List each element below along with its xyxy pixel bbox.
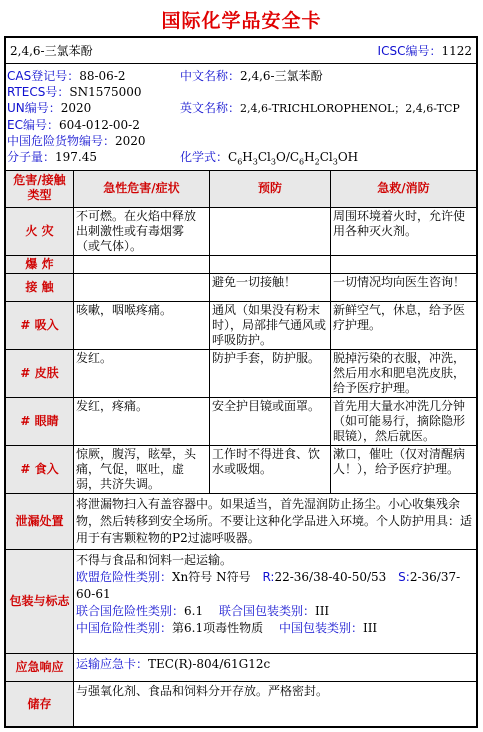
explosion-firstaid: [331, 256, 476, 273]
un-number: UN编号：2020: [7, 101, 92, 115]
eyes-prevention: 安全护目镜或面罩。: [210, 398, 331, 445]
fire-firstaid: 周围环境着火时，允许使用各种灭火剂。: [333, 209, 466, 238]
table-row-ingest: [6, 446, 476, 494]
table-row-contact: [6, 274, 476, 302]
col-firstaid: 急救/消防: [331, 171, 476, 207]
un-class-line: 联合国危险性类别：6.1 联合国包装类别：III: [76, 604, 330, 618]
row-label-spill: 泄漏处置: [6, 494, 74, 549]
cn-class-line: 中国危险性类别：第6.1项毒性物质 中国包装类别：III: [76, 621, 378, 635]
explosion-prevention: [210, 256, 331, 273]
chemical-name: 2,4,6-三氯苯酚: [10, 44, 93, 58]
row-label-packaging: 包装与标志: [6, 550, 74, 653]
ingest-firstaid: 漱口，催吐（仅对清醒病人！），给予医疗护理。: [333, 447, 466, 476]
row-label-contact: 接 触: [6, 274, 74, 301]
molecular-weight: 分子量：197.45: [7, 150, 98, 164]
table-row-storage: [6, 682, 476, 726]
contact-prevention: 避免一切接触！: [210, 274, 331, 301]
emergency-content: 运输应急卡：TEC(R)-804/61G12c: [76, 657, 271, 671]
packaging-content: [74, 550, 476, 653]
inhale-acute: 咳嗽，咽喉疼痛。: [74, 302, 210, 349]
ingest-prevention: 工作时不得进食、饮水或吸烟。: [210, 446, 331, 493]
column-header-row: [6, 171, 476, 208]
english-name: 英文名称：2,4,6-TRICHLOROPHENOL；2,4,6-TCP: [180, 101, 460, 115]
spill-text: 将泄漏物扫入有盖容器中。如果适当，首先湿润防止扬尘。小心收集残余物，然后转移到安全场所。不要让这种化学品进入环境。个人防护用具：适用于有害颗粒物的P2过滤呼吸器。: [76, 497, 473, 545]
inhale-prevention: 通风（如果没有粉末时），局部排气通风或呼吸防护。: [210, 302, 331, 349]
packaging-line1: 不得与食品和饲料一起运输。: [76, 553, 233, 567]
table-row-emergency: [6, 654, 476, 682]
row-label-eyes: # 眼睛: [6, 398, 74, 445]
chemical-formula: 化学式：$C_6H_3Cl_3O/C_6H_2Cl_3OH$: [180, 150, 359, 167]
icsc-number: ICSC编号：1122: [377, 44, 472, 58]
table-row-packaging: [6, 550, 476, 654]
header-row: [6, 38, 476, 64]
table-row-eyes: [6, 398, 476, 446]
table-row-explosion: [6, 256, 476, 274]
table-row-skin: [6, 350, 476, 398]
contact-acute: [74, 274, 210, 301]
eyes-firstaid: 首先用大量水冲洗几分钟（如可能易行，摘除隐形眼镜），然后就医。: [333, 399, 466, 443]
row-label-ingest: # 食入: [6, 446, 74, 493]
fire-acute: 不可燃。在火焰中释放出刺激性或有毒烟雾（或气体）。: [74, 208, 210, 255]
table-row-spill: [6, 494, 476, 550]
identity-block: [6, 64, 476, 171]
contact-firstaid: 一切情况均向医生咨询！: [333, 275, 466, 289]
row-label-fire: 火 灾: [6, 208, 74, 255]
row-label-storage: 储存: [6, 682, 74, 726]
ingest-acute: 惊厥，腹泻，眩晕，头痛，气促，呕吐，虚弱，共济失调。: [74, 446, 210, 493]
storage-text: 与强氧化剂、食品和饲料分开存放。严格密封。: [76, 684, 329, 698]
row-label-emergency: 应急响应: [6, 654, 74, 681]
row-label-inhale: # 吸入: [6, 302, 74, 349]
col-prevention: 预防: [210, 171, 331, 207]
card-title: 国际化学品安全卡: [161, 10, 322, 32]
table-row-inhale: [6, 302, 476, 350]
row-label-skin: # 皮肤: [6, 350, 74, 397]
col-type: 危害/接触类型: [6, 171, 74, 207]
fire-prevention: [210, 208, 331, 255]
table-row-fire: [6, 208, 476, 256]
eyes-acute: 发红，疼痛。: [74, 398, 210, 445]
ec-number: EC编号：604-012-00-2: [7, 118, 140, 132]
skin-prevention: 防护手套，防护服。: [210, 350, 331, 397]
china-dangerous-goods-number: 中国危险货物编号：2020: [7, 134, 146, 148]
skin-acute: 发红。: [74, 350, 210, 397]
rtecs-number: RTECS号：SN1575000: [7, 85, 142, 99]
col-acute: 急性危害/症状: [74, 171, 210, 207]
chinese-name: 中文名称：2,4,6-三氯苯酚: [180, 69, 323, 83]
explosion-acute: [74, 256, 210, 273]
skin-firstaid: 脱掉污染的衣服，冲洗，然后用水和肥皂洗皮肤，给予医疗护理。: [333, 351, 466, 395]
safety-card: [4, 36, 478, 728]
eu-hazard-line: 欧盟危险性类别：Xn符号 N符号 R:22-36/38-40-50/53 S:2-36/37-60-61: [76, 570, 461, 601]
inhale-firstaid: 新鲜空气，休息，给予医疗护理。: [333, 303, 466, 332]
row-label-explosion: 爆 炸: [6, 256, 74, 273]
cas-number: CAS登记号：88-06-2: [7, 69, 126, 83]
